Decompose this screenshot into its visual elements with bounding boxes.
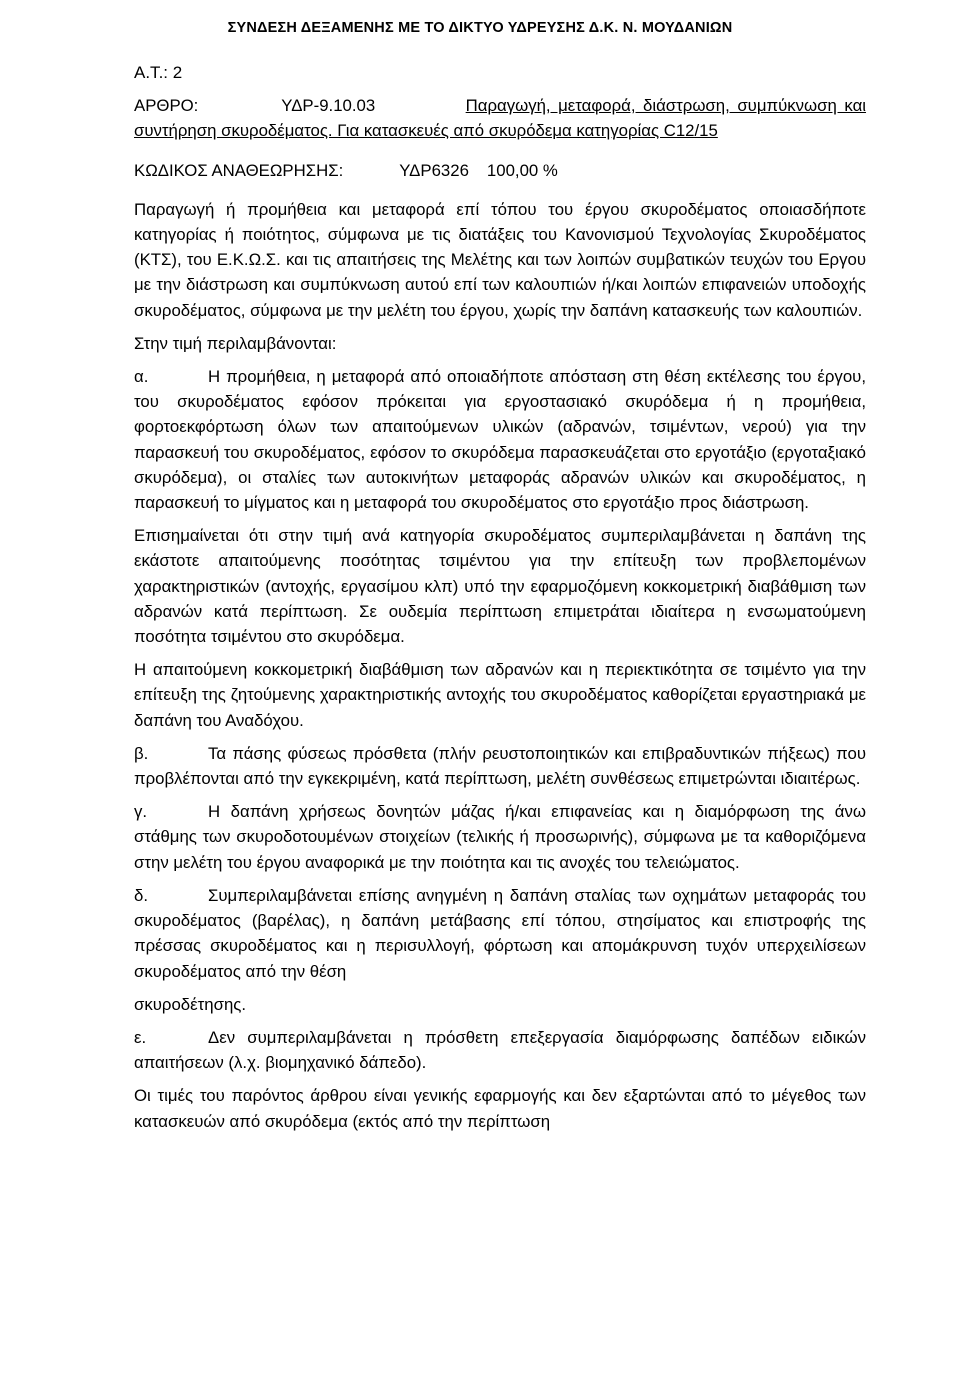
item-d-label: δ. [134,885,149,905]
running-header: ΣΥΝΔΕΣΗ ΔΕΞΑΜΕΝΗΣ ΜΕ ΤΟ ΔΙΚΤΥΟ ΥΔΡΕΥΣΗΣ Δ.Κ. Ν. ΜΟΥΔΑΝΙΩΝ [227,20,733,36]
review-code-value: ΥΔΡ6326 [399,160,469,180]
item-number: Α.Τ.: 2 [134,63,183,82]
review-code-line [134,158,866,183]
item-b-label: β. [134,743,149,763]
item-c-label: γ. [134,802,148,822]
item-d [134,883,866,984]
item-a-text: Η προμήθεια, η μεταφορά από οποιαδήποτε απόσταση στη θέση εκτέλεσης του έργου, του σκυροδέματος εφόσον πρόκειται για εργοστασιακό σκυρόδεμα ή η προμήθεια, φορτοεκφόρτωση όλων των απαιτούμενων υλικών (αδρανών, τσιμέντων, νερού) για την παρασκευή του σκυροδέματος, εφόσον το σκυρόδεμα παρασκευάζεται στο εργοτάξιο (εργοταξιακό σκυρόδεμα), οι σταλίες των αυτοκινήτων μεταφοράς αδρανών υλικών και σκυροδέματος, η παρασκευή το μίγματος και η μεταφορά του σκυροδέματος στο εργοτάξιο προς διάστρωση. [134,367,866,513]
item-c-text: Η δαπάνη χρήσεως δονητών μάζας ή/και επιφανείας και η διαμόρφωση της άνω στάθμης των σκυροδοτουμένων στοιχείων (τελικής ή προσωρινής), σύμφωνα με τα καθοριζόμενα στην μελέτη του έργου αναφορικά με την ποιότητα και τις ανοχές του τελειώματος. [134,802,866,872]
article-heading [134,93,866,143]
closing-paragraph: Οι τιμές του παρόντος άρθρου είναι γενικής εφαρμογής και δεν εξαρτώνται από το μέγεθος των κατασκευών από σκυρόδεμα (εκτός από την περίπτωση [134,1086,866,1131]
article-code: ΥΔΡ-9.10.03 [281,96,376,116]
article-prefix: ΑΡΘΡΟ: [134,96,199,116]
document-body [134,60,866,1134]
item-b [134,741,866,791]
included-heading: Στην τιμή περιλαμβάνονται: [134,333,337,353]
note-cement-paragraph: Επισημαίνεται ότι στην τιμή ανά κατηγορία σκυροδέματος συμπεριλαμβάνεται η δαπάνη της εκάστοτε απαιτούμενης ποσότητας τσιμέντου για την επίτευξη των προβλεπομένων χαρακτηριστικών (αντοχής, εργασίμου κλπ) υπό την εφαρμοζόμενη κοκκομετρική διαβάθμιση των αδρανών κατά περίπτωση. Σε ουδεμία περίπτωση επιμετράται ιδιαίτερα η ενσωματούμενη ποσότητα τσιμέντου στο σκυρόδεμα. [134,526,866,647]
item-d-continuation: σκυροδέτησης. [134,994,247,1014]
item-a-label: α. [134,367,149,387]
article-title: Παραγωγή, μεταφορά, διάστρωση, συμπύκνωση και συντήρηση σκυροδέματος. Για κατασκευές από σκυρόδεμα κατηγορίας C12/15 [134,96,867,141]
item-e [134,1025,866,1075]
intro-paragraph: Παραγωγή ή προμήθεια και μεταφορά επί τόπου του έργου σκυροδέματος οποιασδήποτε κατηγορίας ή ποιότητος, σύμφωνα με τις διατάξεις του Κανονισμού Τεχνολογίας Σκυροδέματος (ΚΤΣ), του Ε.Κ.Ω.Σ. και τις απαιτήσεις της Μελέτης και των λοιπών συμβατικών τευχών του Εργου με την διάστρωση και συμπύκνωση αυτού επί των καλουπιών ή/και λοιπών επιφανειών υποδοχής σκυροδέματος, σύμφωνα με την μελέτη του έργου, χωρίς την δαπάνη κατασκευής των καλουπιών. [134,199,866,320]
item-e-label: ε. [134,1027,147,1047]
item-e-text: Δεν συμπεριλαμβάνεται η πρόσθετη επεξεργασία διαμόρφωσης δαπέδων ειδικών απαιτήσεων (λ.χ. βιομηχανικό δάπεδο). [134,1027,866,1073]
item-c [134,799,866,875]
item-b-text: Τα πάσης φύσεως πρόσθετα (πλήν ρευστοποιητικών και επιβραδυντικών πήξεως) που προβλέπονται από την εγκεκριμένη, κατά περίπτωση, μελέτη συνθέσεως επιμετρώνται ιδιαιτέρως. [134,743,866,789]
item-d-text: Συμπεριλαμβάνεται επίσης ανηγμένη η δαπάνη σταλίας των οχημάτων μεταφοράς του σκυροδέματος (βαρέλας), η δαπάνη μετάβασης επί τόπου, στησίματος και επιστροφής της πρέσσας σκυροδέματος και η περισυλλογή, φόρτωση και απομάκρυνση τυχόν υπερχειλίσεων σκυροδέματος από την θέση [134,885,866,981]
item-a [134,364,866,515]
note-grading-paragraph: Η απαιτούμενη κοκκομετρική διαβάθμιση των αδρανών και η περιεκτικότητα σε τσιμέντο για την επίτευξη της ζητούμενης χαρακτηριστικής αντοχής του σκυροδέματος καθορίζεται εργαστηριακά με δαπάνη του Αναδόχου. [134,660,866,730]
review-code-percent: 100,00 % [486,160,558,180]
review-code-label: ΚΩΔΙΚΟΣ ΑΝΑΘΕΩΡΗΣΗΣ: [134,160,344,180]
